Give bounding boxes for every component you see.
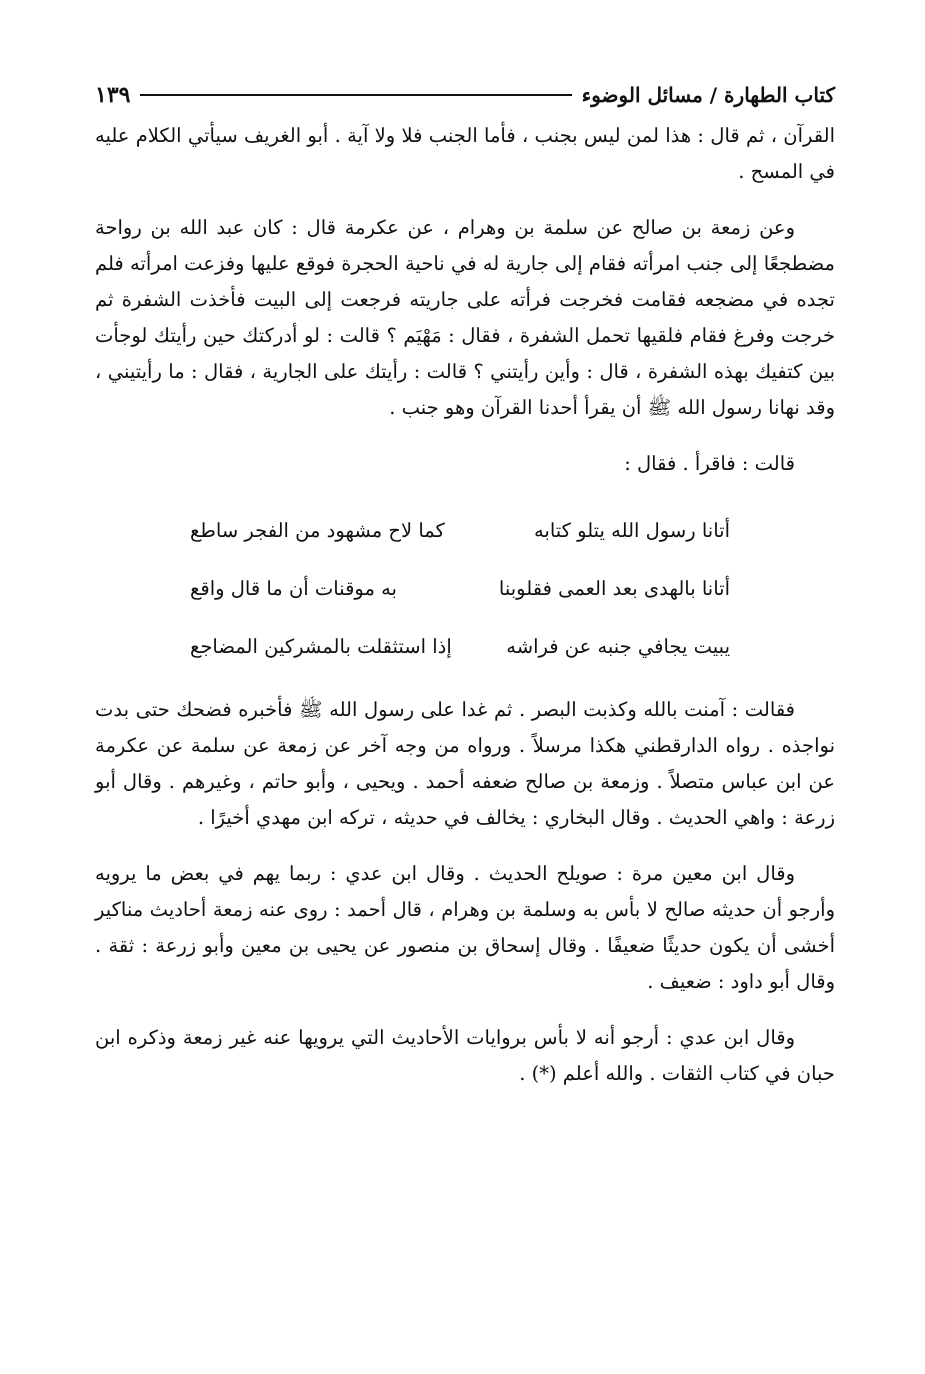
- paragraph-1: القرآن ، ثم قال : هذا لمن ليس بجنب ، فأما الجنب فلا ولا آية . أبو الغريف سيأتي الكلام عليه في المسح .: [95, 124, 835, 183]
- running-title: كتاب الطهارة / مسائل الوضوء: [581, 83, 835, 107]
- page-number: ١٣٩: [95, 82, 131, 108]
- page-header: [95, 78, 835, 112]
- page-body: [95, 118, 835, 1112]
- paragraph-2: وعن زمعة بن صالح عن سلمة بن وهرام ، عن عكرمة قال : كان عبد الله بن رواحة مضطجعًا إلى جنب امرأته فقام إلى جارية له في ناحية الحجرة فوقع عليها وفزعت امرأته فلم تجده في مضجعه فقامت فخرجت فرأته على جاريته فرجعت إلى البيت فأخذت الشفرة ثم خرجت وفرغ فقام فلقيها تحمل الشفرة ، فقال : مَهْيَم ؟ قالت : لو أدركتك حين رأيتك لوجأت بين كتفيك بهذه الشفرة ، قال : وأين رأيتني ؟ قالت : رأيتك على الجارية ، فقال : ما رأيتيني ، وقد نهانا رسول الله ﷺ أن يقرأ أحدنا القرآن وهو جنب .: [95, 216, 835, 419]
- verse-second-half: كما لاح مشهود من الفجر ساطع: [190, 519, 445, 542]
- paragraph-3: قالت : فاقرأ . فقال :: [624, 452, 795, 475]
- poem-verse-3: [95, 618, 835, 676]
- verse-second-half: إذا استثقلت بالمشركين المضاجع: [190, 635, 452, 658]
- paragraph-4: فقالت : آمنت بالله وكذبت البصر . ثم غدا على رسول الله ﷺ فأخبره فضحك حتى بدت نواجذه . رواه الدارقطني هكذا مرسلاً . ورواه من وجه آخر عن زمعة عن سلمة عن عكرمة عن ابن عباس متصلاً . وزمعة بن صالح ضعفه أحمد . ويحيى ، وأبو حاتم ، وغيرهم . وقال أبو زرعة : واهي الحديث . وقال البخاري : يخالف في حديثه ، تركه ابن مهدي أخيرًا .: [95, 698, 835, 829]
- verse-first-half: أتانا بالهدى بعد العمى فقلوبنا: [498, 577, 730, 600]
- paragraph-6: وقال ابن عدي : أرجو أنه لا بأس بروايات الأحاديث التي يرويها عنه غير زمعة وذكره ابن حبان في كتاب الثقات . والله أعلم (*) .: [95, 1026, 835, 1085]
- poem: [95, 502, 835, 676]
- poem-verse-2: [95, 560, 835, 618]
- verse-first-half: أتانا رسول الله يتلو كتابه: [533, 519, 730, 542]
- poem-verse-1: [95, 502, 835, 560]
- paragraph-5: وقال ابن معين مرة : صويلح الحديث . وقال ابن عدي : ربما يهم في بعض ما يرويه وأرجو أن حديثه صالح لا بأس به وسلمة بن وهرام ، قال أحمد : روى عنه زمعة أحاديث مناكير أخشى أن يكون حديثًا ضعيفًا . وقال إسحاق بن منصور عن يحيى بن معين وأبو زرعة : ثقة . وقال أبو داود : ضعيف .: [95, 862, 835, 993]
- verse-second-half: به موقنات أن ما قال واقع: [190, 577, 397, 600]
- verse-first-half: يبيت يجافي جنبه عن فراشه: [506, 635, 730, 658]
- header-rule: [140, 94, 571, 96]
